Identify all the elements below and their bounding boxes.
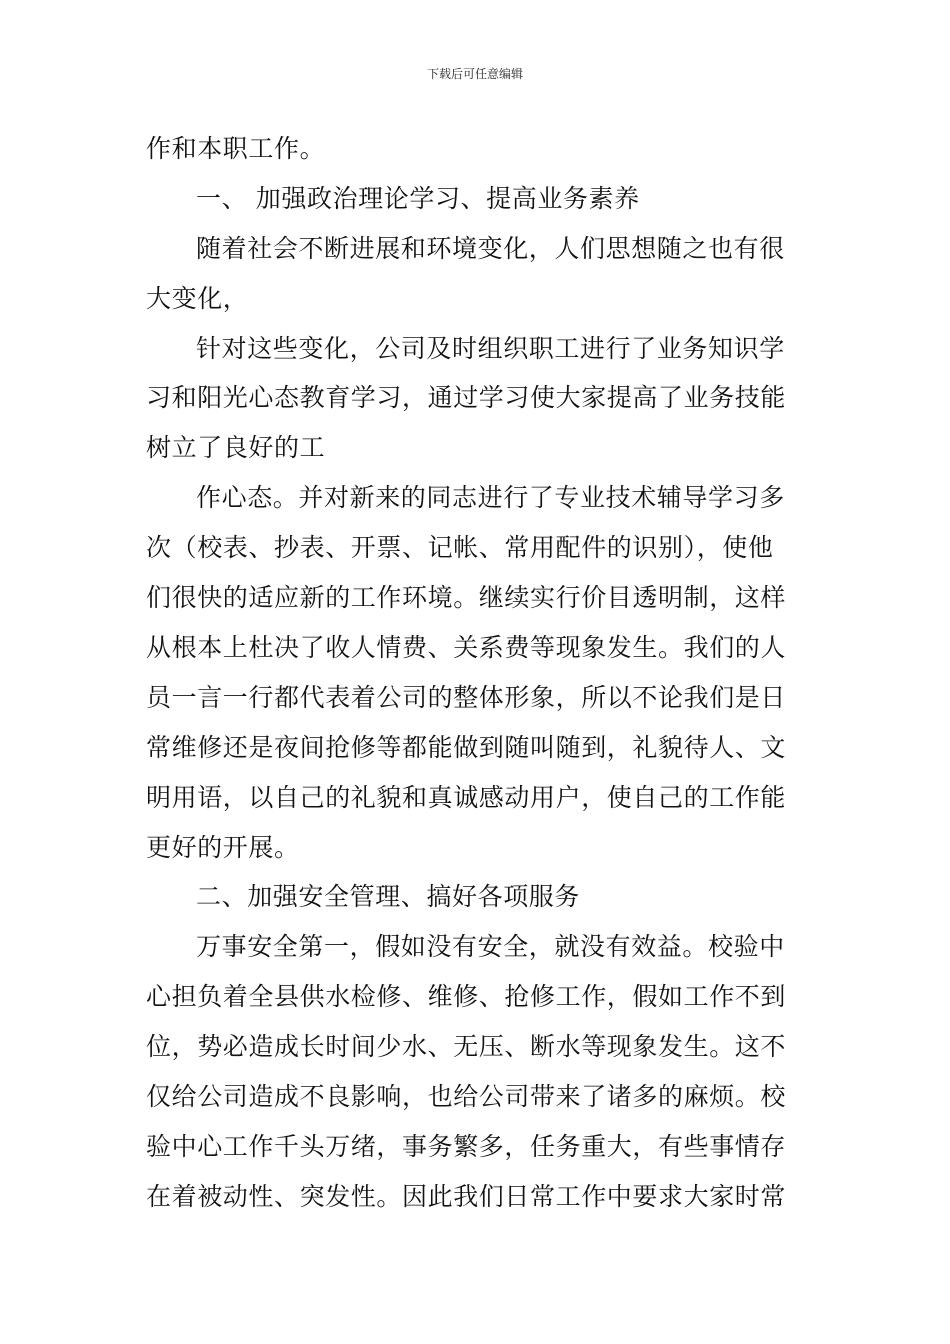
body-line: 习和阳光心态教育学习，通过学习使大家提高了业务技能: [146, 383, 787, 412]
body-line: 常维修还是夜间抢修等都能做到随叫随到，礼貌待人、文: [146, 733, 787, 762]
body-line: 作心态。并对新来的同志进行了专业技术辅导学习多: [196, 483, 785, 512]
body-line: 在着被动性、突发性。因此我们日常工作中要求大家时常: [146, 1182, 787, 1211]
body-line: 万事安全第一，假如没有安全，就没有效益。校验中: [196, 932, 785, 961]
section-heading: 一、 加强政治理论学习、提高业务素养: [196, 184, 640, 213]
page-header: 下载后可任意编辑: [426, 67, 523, 81]
body-line: 位，势必造成长时间少水、无压、断水等现象发生。这不: [146, 1032, 787, 1061]
body-line: 更好的开展。: [146, 833, 300, 862]
body-line: 大变化，: [146, 284, 249, 313]
body-line: 从根本上杜决了收人情费、关系费等现象发生。我们的人: [146, 633, 787, 662]
body-line: 员一言一行都代表着公司的整体形象，所以不论我们是日: [146, 683, 787, 712]
section-heading: 二、加强安全管理、搞好各项服务: [196, 882, 581, 911]
body-line: 作和本职工作。: [146, 134, 326, 163]
body-line: 明用语，以自己的礼貌和真诚感动用户，使自己的工作能: [146, 783, 787, 812]
body-line: 树立了良好的工: [146, 433, 326, 462]
body-line: 心担负着全县供水检修、维修、抢修工作，假如工作不到: [146, 982, 787, 1011]
body-line: 次（校表、抄表、开票、记帐、常用配件的识别），使他: [146, 533, 774, 562]
body-line: 仅给公司造成不良影响，也给公司带来了诸多的麻烦。校: [146, 1082, 787, 1111]
body-line: 验中心工作千头万绪，事务繁多，任务重大，有些事情存: [146, 1132, 787, 1161]
body-line: 针对这些变化，公司及时组织职工进行了业务知识学: [196, 334, 785, 363]
body-line: 随着社会不断进展和环境变化，人们思想随之也有很: [196, 234, 785, 263]
body-line: 们很快的适应新的工作环境。继续实行价目透明制，这样: [146, 583, 787, 612]
